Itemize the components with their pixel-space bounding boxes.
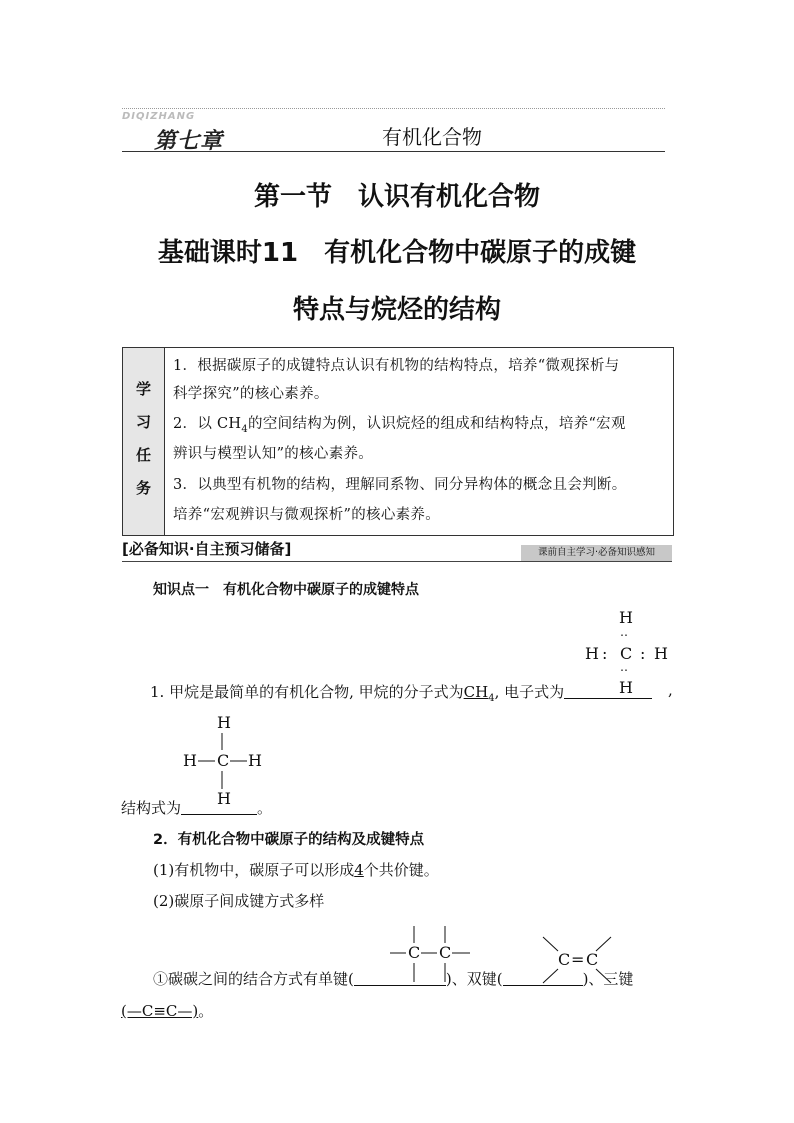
section-label: [必备知识·自主预习储备] xyxy=(122,540,292,558)
section-title: 第一节 认识有机化合物 xyxy=(253,182,540,212)
double-bond-c1: C xyxy=(558,950,571,969)
electron-dots-top: ‥ xyxy=(620,625,631,639)
electron-formula-top-h: H xyxy=(619,608,633,627)
sentence-end-comma: , xyxy=(668,681,673,699)
task-line: 科学探究”的核心素养。 xyxy=(173,386,329,402)
item1-text: 个共价键。 xyxy=(363,861,439,879)
structure-label: 结构式为 xyxy=(121,799,182,817)
point2-item3 xyxy=(153,968,633,989)
electron-formula-c: C xyxy=(620,644,633,663)
structural-bottom-h: H xyxy=(217,789,231,808)
electron-colon: : xyxy=(640,644,646,663)
structural-top-h: H xyxy=(217,713,231,732)
item3-text: )、三键 xyxy=(582,970,634,988)
lesson-title-line2: 特点与烷烃的结构 xyxy=(292,295,501,325)
side-char: 务 xyxy=(135,479,151,497)
electron-dots-bottom: ‥ xyxy=(620,660,631,674)
formula-sub: 4 xyxy=(488,693,495,704)
structural-c: C xyxy=(217,751,230,770)
chapter-title: 有机化合物 xyxy=(382,125,482,149)
task-line: 1．根据碳原子的成键特点认识有机物的结构特点，培养“微观探析与 xyxy=(173,358,620,374)
structural-right-h: H xyxy=(248,751,262,770)
double-bond-sign: = xyxy=(571,950,585,969)
electron-formula-right-h: H xyxy=(654,644,668,663)
triple-bond-line xyxy=(121,1000,213,1021)
point2-title: 2．有机化合物中碳原子的结构及成键特点 xyxy=(153,832,425,848)
methane-text: , 电子式为 xyxy=(494,683,565,701)
double-bond-c2: C xyxy=(586,950,599,969)
item1-answer: 4 xyxy=(354,861,364,879)
structural-left-h: H xyxy=(183,751,197,770)
single-bond-c2: C xyxy=(439,943,452,962)
subscript: 4 xyxy=(241,423,249,435)
triple-bond-formula: (—C≡C—) xyxy=(121,1002,199,1020)
lesson-title-line1: 基础课时11 有机化合物中碳原子的成键 xyxy=(157,238,637,268)
electron-formula-left-h: H xyxy=(585,644,599,663)
electron-colon: : xyxy=(602,644,608,663)
item1-text: (1)有机物中，碳原子可以形成 xyxy=(153,861,355,879)
task-line: 培养“宏观辨识与微观探析”的核心素养。 xyxy=(173,507,441,523)
electron-formula-bottom-h: H xyxy=(619,678,633,697)
task-text: 的空间结构为例，认识烷烃的组成和结构特点，培养“宏观 xyxy=(248,416,626,432)
double-bond-blank xyxy=(503,971,583,986)
item3-text: ①碳碳之间的结合方式有单键( xyxy=(153,970,354,988)
item3-end: 。 xyxy=(198,1002,214,1020)
methane-text: 1. 甲烷是最简单的有机化合物, 甲烷的分子式为 xyxy=(150,683,464,701)
task-line: 3．以典型有机物的结构，理解同系物、同分异构体的概念且会判断。 xyxy=(173,477,627,493)
section-tag: 课前自主学习·必备知识感知 xyxy=(521,545,672,561)
chapter-badge: 第七章 xyxy=(154,128,224,154)
side-char: 学 xyxy=(135,380,151,398)
single-bond-blank xyxy=(354,971,446,986)
chapter-pinyin: DIQIZHANG xyxy=(122,111,196,122)
knowledge-point-title: 知识点一 有机化合物中碳原子的成键特点 xyxy=(153,582,419,598)
task-text: 2．以 CH xyxy=(173,416,242,432)
item3-text: )、双键( xyxy=(445,970,503,988)
formula-main: CH xyxy=(463,683,489,701)
point2-item2: (2)碳原子间成键方式多样 xyxy=(153,892,325,910)
single-bond-c1: C xyxy=(408,943,421,962)
structure-end: 。 xyxy=(257,799,273,817)
side-char: 习 xyxy=(135,413,151,431)
task-line: 辨识与模型认知”的核心素养。 xyxy=(173,446,374,462)
side-char: 任 xyxy=(135,446,151,464)
